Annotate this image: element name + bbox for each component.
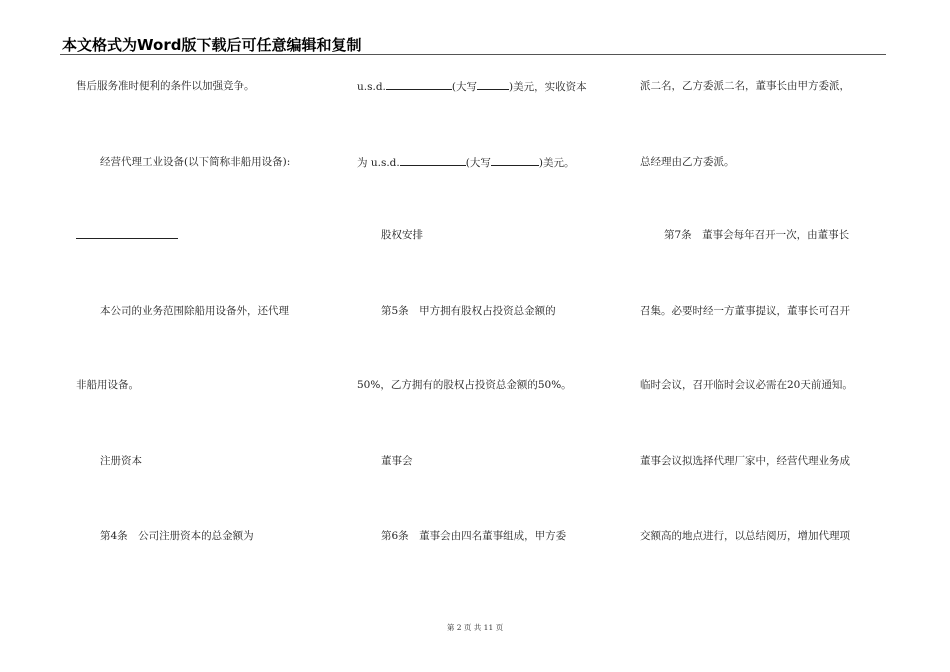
- left-line-4: 本公司的业务范围除船用设备外，还代理: [100, 305, 289, 317]
- left-line-2: 经营代理工业设备(以下简称非船用设备):: [100, 156, 291, 168]
- left-line-7: 第4条 公司注册资本的总金额为: [100, 530, 254, 542]
- middle-line-1-part-a: u.s.d.: [357, 81, 386, 93]
- middle-line-6: 董事会: [381, 455, 413, 467]
- middle-line-2-part-c: )美元。: [538, 157, 575, 169]
- right-line-1: 派二名，乙方委派二名，董事长由甲方委派，: [640, 80, 850, 92]
- fill-in-blank: [477, 79, 509, 90]
- right-line-7: 交额高的地点进行，以总结阅历，增加代理项: [640, 530, 850, 542]
- document-header-title: 本文格式为Word版下载后可任意编辑和复制: [62, 36, 362, 54]
- middle-line-1: [357, 79, 587, 94]
- middle-line-3: 股权安排: [381, 229, 423, 241]
- page-footer: 第 2 页 共 11 页: [446, 623, 504, 632]
- left-line-1: 售后服务准时便利的条件以加强竞争。: [76, 80, 255, 92]
- middle-line-1-part-c: )美元，实收资本: [509, 81, 587, 93]
- right-line-5: 临时会议，召开临时会议必需在20天前通知。: [640, 379, 853, 391]
- middle-line-2-part-b: (大写: [465, 157, 491, 169]
- middle-line-5: 50%，乙方拥有的股权占投资总金额的50%。: [357, 379, 572, 391]
- fill-in-blank: [76, 228, 178, 239]
- left-line-3-blank: [76, 228, 178, 243]
- right-line-6: 董事会议拟选择代理厂家中，经营代理业务成: [640, 455, 850, 467]
- right-line-3: 第7条 董事会每年召开一次，由董事长: [664, 229, 850, 241]
- middle-line-2: [357, 155, 574, 170]
- middle-line-7: 第6条 董事会由四名董事组成，甲方委: [381, 530, 567, 542]
- middle-line-1-part-b: (大写: [451, 81, 477, 93]
- fill-in-blank: [386, 79, 452, 90]
- right-line-2: 总经理由乙方委派。: [640, 156, 735, 168]
- fill-in-blank: [491, 155, 539, 166]
- header-divider: [60, 54, 886, 55]
- middle-line-2-part-a: 为 u.s.d.: [357, 157, 400, 169]
- left-line-5: 非船用设备。: [76, 379, 139, 391]
- right-line-4: 召集。必要时经一方董事提议，董事长可召开: [640, 305, 850, 317]
- fill-in-blank: [400, 155, 466, 166]
- middle-line-4: 第5条 甲方拥有股权占投资总金额的: [381, 305, 556, 317]
- left-line-6: 注册资本: [100, 455, 142, 467]
